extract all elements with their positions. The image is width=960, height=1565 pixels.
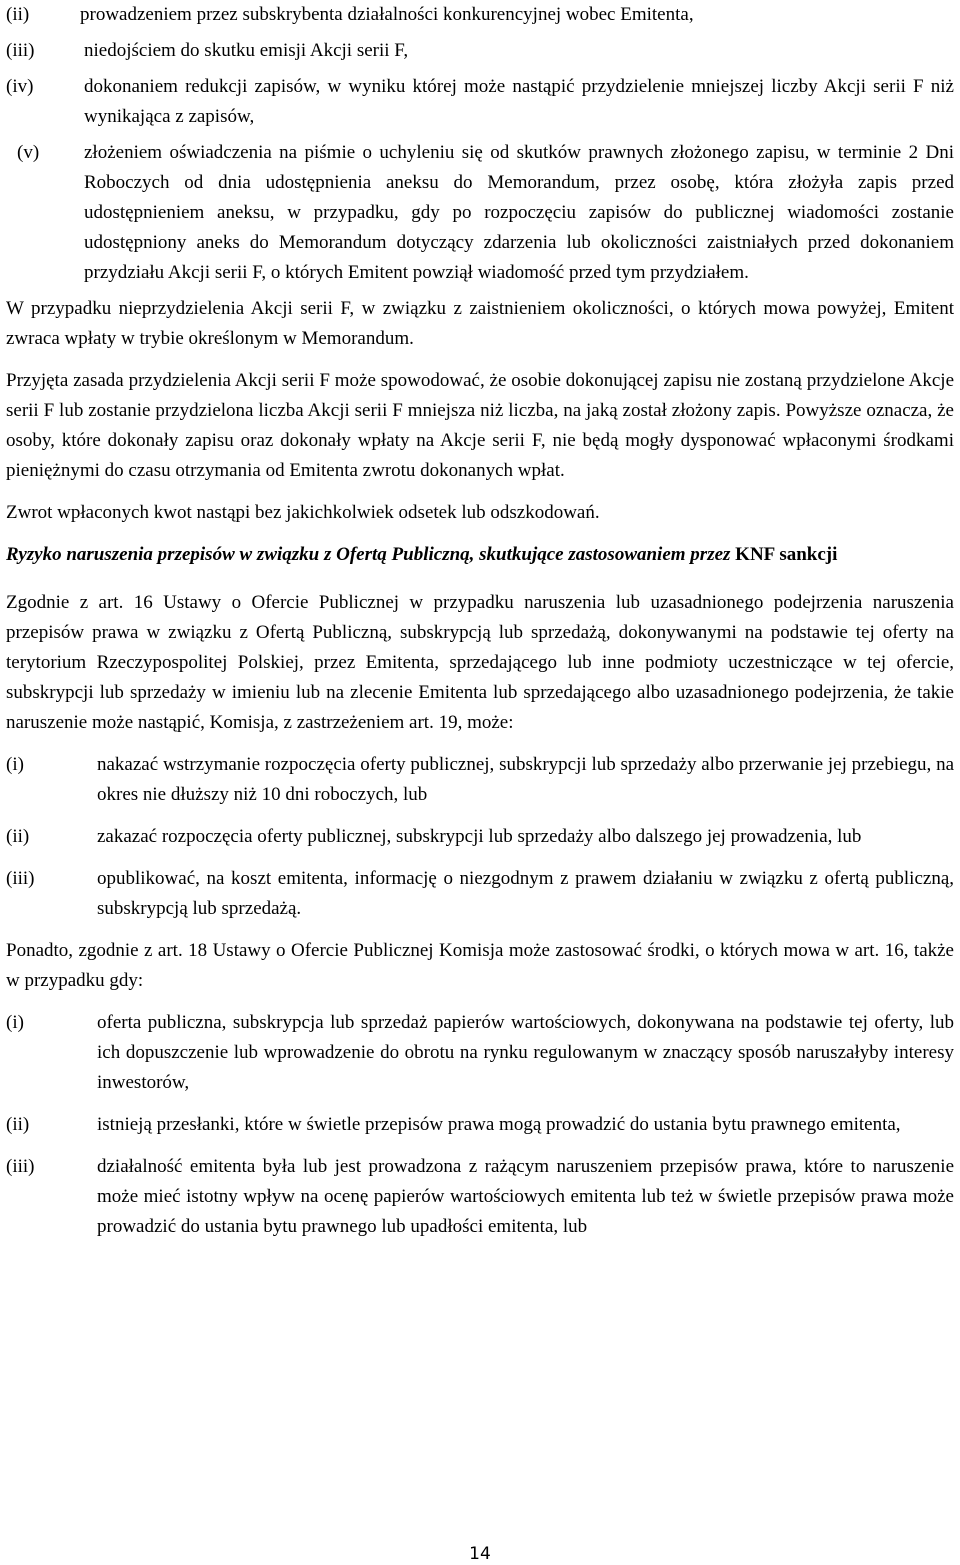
list-item <box>6 1008 954 1098</box>
list-item <box>6 0 954 30</box>
refund-paragraph: W przypadku nieprzydzielenia Akcji serii F, w związku z zaistnieniem okoliczności, o których mowa powyżej, Emitent zwraca wpłaty w trybie określonym w Memorandum. <box>6 298 954 349</box>
list-item-text: oferta publiczna, subskrypcja lub sprzedaż papierów wartościowych, dokonywana na podstawie tej oferty, lub ich dopuszczenie lub wprowadzenie do obrotu na rynku regulowanym w znaczący sposób naruszałyby interesy inwestorów, <box>97 1012 954 1093</box>
list-item-number: (ii) <box>6 826 30 847</box>
list-item-number: (ii) <box>6 1114 30 1135</box>
sanctions-list <box>6 750 954 924</box>
list-item-text: nakazać wstrzymanie rozpoczęcia oferty publicznej, subskrypcji lub sprzedaży albo przerwanie jej przebiegu, na okres nie dłuższy niż 10 dni roboczych, lub <box>97 754 954 805</box>
no-interest-paragraph: Zwrot wpłaconych kwot nastąpi bez jakichkolwiek odsetek lub odszkodowań. <box>6 502 600 523</box>
risk-heading <box>6 540 954 570</box>
art16-paragraph: Zgodnie z art. 16 Ustawy o Ofercie Publicznej w przypadku naruszenia lub uzasadnionego podejrzenia naruszenia przepisów prawa w związku z Ofertą Publiczną, subskrypcją lub sprzedażą, dokonywanymi na podstawie tej oferty na terytorium Rzeczypospolitej Polskiej, przez Emitenta, sprzedającego lub inne podmioty uczestniczące w tej ofercie, subskrypcji lub sprzedaży w imieniu lub na zlecenie Emitenta lub sprzedającego albo uzasadnionego podejrzenia, że takie naruszenie może nastąpić, Komisja, z zastrzeżeniem art. 19, może: <box>6 592 954 733</box>
list-item <box>6 822 954 852</box>
list-item-text: złożeniem oświadczenia na piśmie o uchyleniu się od skutków prawnych złożonego zapisu, w terminie 2 Dni Roboczych od dnia udostępnienia aneksu do Memorandum, przez osobę, która złożyła zapis przed udostępnieniem aneksu, w przypadku, gdy po rozpoczęciu zapisów do publicznej wiadomości zostanie udostępniony aneks do Memorandum dotyczący zdarzenia lub okoliczności zaistniałych przed dokonaniem przydziału Akcji serii F, o których Emitent powziął wiadomość przed tym przydziałem. <box>84 142 954 283</box>
list-item-text: zakazać rozpoczęcia oferty publicznej, subskrypcji lub sprzedaży albo dalszego jej prowadzenia, lub <box>97 826 862 847</box>
list-item-text: niedojściem do skutku emisji Akcji serii F, <box>84 40 409 61</box>
list-item <box>6 36 954 66</box>
list-item-text: prowadzeniem przez subskrybenta działalności konkurencyjnej wobec Emitenta, <box>80 4 694 25</box>
list-item <box>6 138 954 288</box>
list-item-number: (ii) <box>6 4 30 25</box>
list-item-number: (v) <box>17 142 40 163</box>
list-item <box>6 1110 954 1140</box>
list-item-text: istnieją przesłanki, które w świetle przepisów prawa mogą prowadzić do ustania bytu prawnego emitenta, <box>97 1114 901 1135</box>
allocation-principle-paragraph: Przyjęta zasada przydzielenia Akcji serii F może spowodować, że osobie dokonującej zapisu nie zostaną przydzielone Akcje serii F lub zostanie przydzielona liczba Akcji serii F mniejsza niż liczba, na jaką został złożony zapis. Powyższe oznacza, że osoby, które dokonały zapisu oraz dokonały wpłaty na Akcje serii F, nie będą mogły dysponować wpłaconymi środkami pieniężnymi do czasu otrzymania od Emitenta zwrotu dokonanych wpłat. <box>6 370 954 481</box>
document-page <box>6 0 954 1254</box>
art18-paragraph: Ponadto, zgodnie z art. 18 Ustawy o Ofercie Publicznej Komisja może zastosować środki, o których mowa w art. 16, także w przypadku gdy: <box>6 940 954 991</box>
intro-list <box>6 0 954 288</box>
list-item <box>6 1152 954 1242</box>
list-item-number: (i) <box>6 1012 24 1033</box>
list-item <box>6 72 954 132</box>
list-item-number: (iii) <box>6 868 35 889</box>
list-item-text: działalność emitenta była lub jest prowadzona z rażącym naruszeniem przepisów prawa, które to naruszenie może mieć istotny wpływ na ocenę papierów wartościowych emitenta lub też w świetle przepisów prawa może prowadzić do ustania bytu prawnego lub upadłości emitenta, lub <box>97 1156 954 1237</box>
list-item-number: (iv) <box>6 76 34 97</box>
list-item-text: dokonaniem redukcji zapisów, w wyniku której może nastąpić przydzielenie mniejszej liczby Akcji serii F niż wynikająca z zapisów, <box>84 76 954 127</box>
risk-heading-italic: Ryzyko naruszenia przepisów w związku z Ofertą Publiczną, skutkujące zastosowaniem przez <box>6 544 731 565</box>
art18-conditions-list <box>6 1008 954 1242</box>
list-item-text: opublikować, na koszt emitenta, informację o niezgodnym z prawem działaniu w związku z ofertą publiczną, subskrypcją lub sprzedażą. <box>97 868 954 919</box>
risk-heading-upright: KNF sankcji <box>735 544 838 565</box>
list-item <box>6 864 954 924</box>
list-item <box>6 750 954 810</box>
list-item-number: (iii) <box>6 40 35 61</box>
list-item-number: (iii) <box>6 1156 35 1177</box>
page-number: 14 <box>469 1544 491 1564</box>
list-item-number: (i) <box>6 754 24 775</box>
